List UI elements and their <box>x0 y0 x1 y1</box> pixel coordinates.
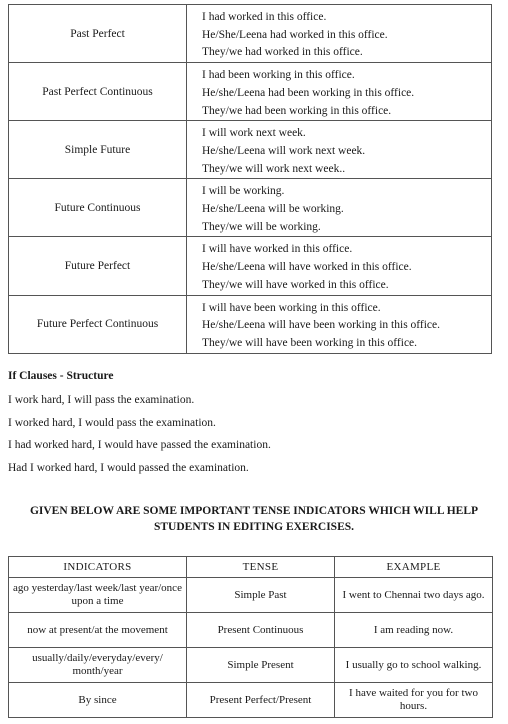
example-sentence: He/she/Leena will work next week. <box>202 144 366 157</box>
example-sentence: I will be working. <box>202 185 285 198</box>
example-sentence: I will have been working in this office. <box>202 301 381 314</box>
list-item: I worked hard, I would pass the examination. <box>8 416 216 429</box>
table-row <box>9 237 492 295</box>
table-row <box>9 683 493 718</box>
table-row <box>9 121 492 179</box>
tense-name: Past Perfect Continuous <box>9 63 187 121</box>
indicator-cell: usually/daily/everyday/every/ month/year <box>9 648 187 683</box>
example-sentence: They/we will have worked in this office. <box>202 278 389 291</box>
example-sentence: They/we will have been working in this office. <box>202 336 418 349</box>
indicators-heading: GIVEN BELOW ARE SOME IMPORTANT TENSE INDICATORS WHICH WILL HELP STUDENTS IN EDITING EXERCISES. <box>29 505 479 533</box>
tense-cell: Simple Past <box>187 578 335 613</box>
tense-name: Future Continuous <box>9 179 187 237</box>
list-item: I had worked hard, I would have passed the examination. <box>8 439 271 452</box>
table-row <box>9 613 493 648</box>
table-row <box>9 179 492 237</box>
column-header: INDICATORS <box>9 557 187 578</box>
tense-examples <box>187 121 492 179</box>
if-clauses-title: If Clauses - Structure <box>8 370 114 382</box>
example-sentence: They/we will be working. <box>202 220 321 233</box>
example-sentence: He/she/Leena will have worked in this office. <box>202 261 412 274</box>
example-sentence: They/we had worked in this office. <box>202 46 363 59</box>
list-item: Had I worked hard, I would passed the examination. <box>8 462 249 475</box>
example-cell: I am reading now. <box>335 613 493 648</box>
tense-cell: Present Perfect/Present <box>187 683 335 718</box>
example-sentence: He/she/Leena had been working in this office. <box>202 86 415 99</box>
example-cell: I went to Chennai two days ago. <box>335 578 493 613</box>
tense-name: Simple Future <box>9 121 187 179</box>
example-sentence: He/she/Leena will have been working in this office. <box>202 319 441 332</box>
example-sentence: They/we will work next week.. <box>202 162 346 175</box>
example-sentence: He/She/Leena had worked in this office. <box>202 28 388 41</box>
table-row <box>9 578 493 613</box>
indicator-cell: By since <box>9 683 187 718</box>
example-sentence: I had worked in this office. <box>202 11 327 23</box>
tense-examples <box>187 295 492 353</box>
tense-indicators-table <box>8 556 493 718</box>
example-sentence: I will work next week. <box>202 127 306 140</box>
if-clauses-list <box>8 393 271 484</box>
tense-name: Future Perfect Continuous <box>9 295 187 353</box>
tense-examples <box>187 237 492 295</box>
example-sentence: I had been working in this office. <box>202 69 355 82</box>
example-sentence: He/she/Leena will be working. <box>202 203 344 216</box>
tense-name: Past Perfect <box>9 5 187 63</box>
example-sentence: I will have worked in this office. <box>202 243 353 256</box>
tense-cell: Present Continuous <box>187 613 335 648</box>
indicator-cell: ago yesterday/last week/last year/once upon a time <box>9 578 187 613</box>
tense-examples <box>187 5 492 63</box>
tense-name: Future Perfect <box>9 237 187 295</box>
column-header: EXAMPLE <box>335 557 493 578</box>
example-cell: I usually go to school walking. <box>335 648 493 683</box>
column-header: TENSE <box>187 557 335 578</box>
indicator-cell: now at present/at the movement <box>9 613 187 648</box>
table-row <box>9 5 492 63</box>
table-row <box>9 295 492 353</box>
tense-examples-table <box>8 4 492 354</box>
example-sentence: They/we had been working in this office. <box>202 104 392 117</box>
tense-examples <box>187 63 492 121</box>
table-header-row <box>9 557 493 578</box>
list-item: I work hard, I will pass the examination. <box>8 394 195 406</box>
tense-examples <box>187 179 492 237</box>
table-row <box>9 648 493 683</box>
table-row <box>9 63 492 121</box>
example-cell: I have waited for you for two hours. <box>335 683 493 718</box>
tense-cell: Simple Present <box>187 648 335 683</box>
